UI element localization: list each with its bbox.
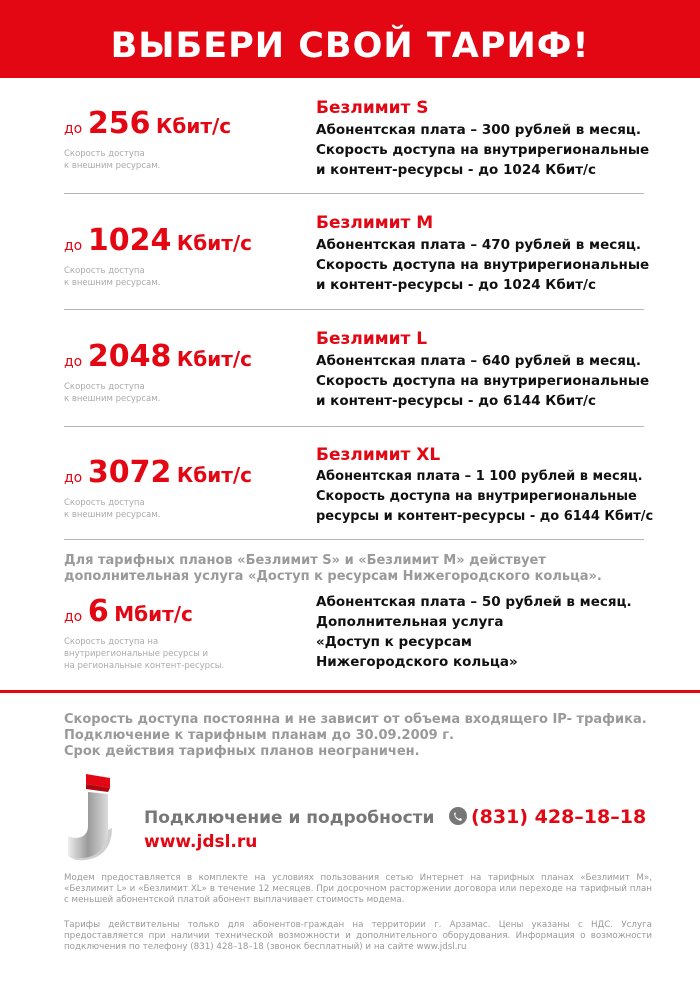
speed-value: до 3072 Кбит/с [64, 455, 252, 490]
plan-name: Безлимит S [316, 98, 429, 118]
speed-note: Скорость доступа к внешним ресурсам. [64, 149, 161, 171]
phone-number[interactable]: (831) 428–18–18 [449, 806, 646, 828]
plan-description: Абонентская плата – 300 рублей в месяц. Скорость доступа на внутрирегиональные и контент-ресурсы - до 1024 Кбит/с [316, 122, 650, 178]
speed-value: до 2048 Кбит/с [64, 339, 252, 374]
speed-note: Скорость доступа на внутрирегиональные ресурсы и на региональные контент-ресурсы. [64, 637, 225, 671]
plan-name: Безлимит XL [316, 445, 441, 465]
brand-logo [64, 772, 116, 862]
header-banner [0, 0, 700, 78]
speed-note: Скорость доступа к внешним ресурсам. [64, 266, 161, 288]
fine-print-modem: Модем предоставляется в комплекте на условиях пользования сетью Интернет на тарифных планах «Безлимит M», «Безлимит L» и «Безлимит XL» в течение 12 месяцев. При досрочном расторжении договора или переходе на тарифный план с меньшей абонентской платой абонент выплачивает стоимость модема. [64, 873, 652, 905]
contact-label: Подключение и подробности [144, 808, 435, 828]
speed-value: до 6 Мбит/с [64, 594, 193, 629]
plan-name: Безлимит M [316, 213, 434, 233]
plan-description: Абонентская плата – 640 рублей в месяц. Скорость доступа на внутрирегиональные и контент-ресурсы - до 6144 Кбит/с [316, 353, 650, 409]
divider [64, 539, 644, 540]
divider [64, 426, 644, 427]
phone-icon [449, 807, 467, 825]
plan-description: Абонентская плата – 50 рублей в месяц. Дополнительная услуга «Доступ к ресурсам Нижегородского кольца» [316, 594, 632, 670]
addon-intro: Для тарифных планов «Безлимит S» и «Безлимит M» действует дополнительная услуга «Доступ к ресурсам Нижегородского кольца». [64, 553, 602, 584]
speed-value: до 1024 Кбит/с [64, 223, 252, 258]
plan-description: Абонентская плата – 470 рублей в месяц. Скорость доступа на внутрирегиональные и контент-ресурсы - до 1024 Кбит/с [316, 237, 650, 293]
speed-note: Скорость доступа к внешним ресурсам. [64, 498, 161, 520]
website-link[interactable]: www.jdsl.ru [144, 832, 258, 852]
speed-note: Скорость доступа к внешним ресурсам. [64, 382, 161, 404]
page-title: ВЫБЕРИ СВОЙ ТАРИФ! [110, 26, 590, 66]
divider [64, 309, 644, 310]
divider [64, 193, 644, 194]
footer-info: Скорость доступа постоянна и не зависит от объема входящего IP- трафика. Подключение к тарифным планам до 30.09.2009 г. Срок действия тарифных планов неограничен. [64, 712, 647, 759]
plan-name: Безлимит L [316, 329, 428, 349]
speed-value: до 256 Кбит/с [64, 106, 232, 141]
plan-description: Абонентская плата – 1 100 рублей в месяц. Скорость доступа на внутрирегиональные ресурсы и контент-ресурсы - до 6144 Кбит/с [316, 469, 654, 524]
section-divider [0, 690, 700, 693]
fine-print-conditions: Тарифы действительны только для абонентов-граждан на территории г. Арзамас. Цены указаны с НДС. Услуга предоставляется при наличии технической возможности и дополнительного оборудования. Информация о возможности подключения по телефону (831) 428–18–18 (звонок бесплатный) и на сайте www.jdsl.ru [64, 920, 652, 952]
